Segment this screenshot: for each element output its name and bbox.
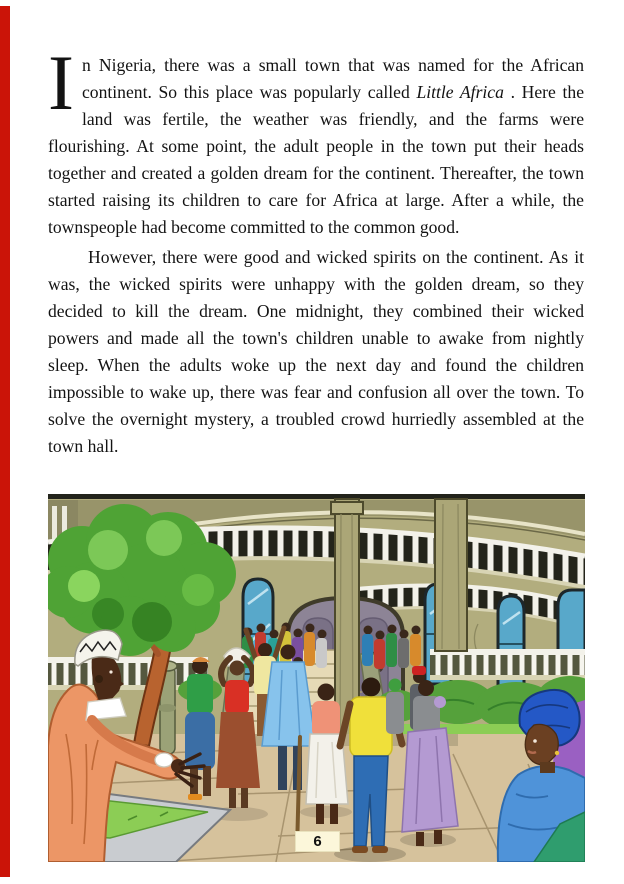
page-number-badge: 6 — [295, 831, 340, 852]
walker-headtie-red-woman — [216, 648, 260, 808]
page-edge-band — [0, 6, 10, 877]
paragraph-one — [48, 39, 585, 241]
story-text-run: . Here the land was fertile, the weather was friendly, and the farms were flourishing. At some point, the adult people in the town put their heads together and created a golden dream for the continent. Thereafter, the town started raising its children to care for Africa at large. After a while, the townspeople had become committed to the common good. — [48, 82, 585, 237]
drop-cap: I — [48, 39, 74, 126]
town-hall-illustration — [48, 494, 585, 862]
story-italic-title: Little Africa — [416, 82, 504, 102]
story-text-run: n Nigeria, there was a small town that was named for the African continent. So this place was popularly called — [81, 55, 584, 102]
paragraph-two: However, there were good and wicked spirits on the continent. As it was, the wicked spirits were unhappy with the golden dream, so they decided to kill the dream. One midnight, they combined their wicked powers and made all the town's children unable to awake from nightly sleep. When the adults woke up the next day and found the children impossible to wake up, there was fear and confusion all over the town. To solve the overnight mystery, a troubled crowd hurriedly assembled at the town hall. — [48, 247, 584, 456]
story-text — [48, 39, 585, 460]
